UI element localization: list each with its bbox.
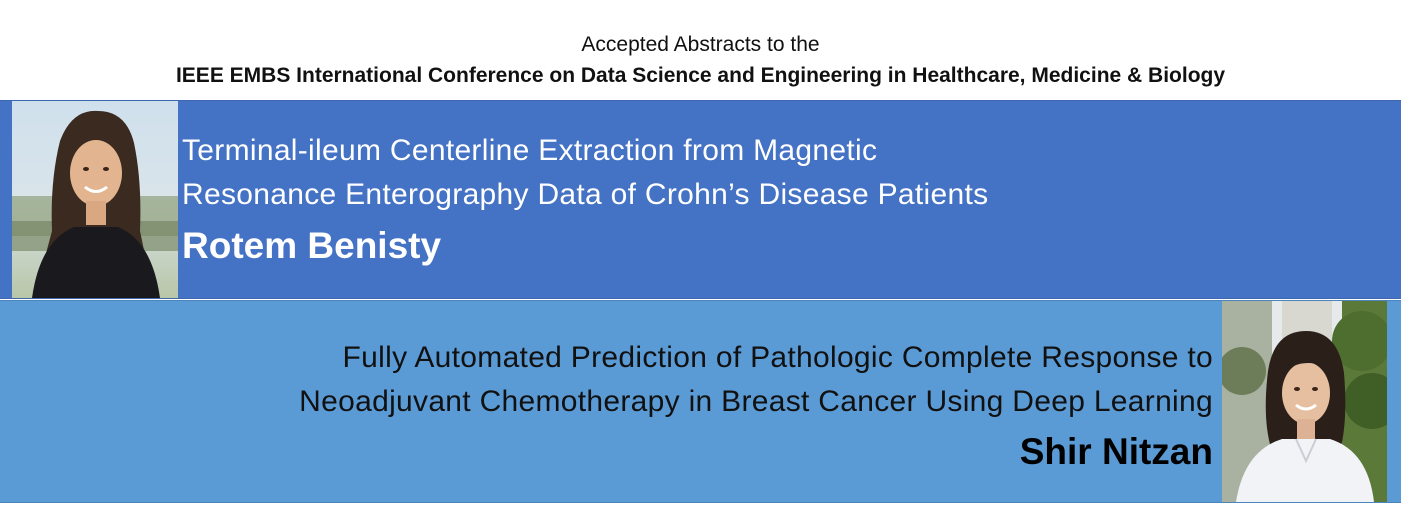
portrait-icon bbox=[1222, 301, 1387, 502]
abstract-title-1 bbox=[182, 129, 1142, 217]
abstract-title-1-line-2: Resonance Enterography Data of Crohn’s Disease Patients bbox=[182, 178, 989, 211]
portrait-icon bbox=[12, 101, 178, 298]
abstract-banner-1 bbox=[0, 100, 1401, 299]
header-subtitle: Accepted Abstracts to the bbox=[581, 33, 820, 56]
abstract-title-1-line-1: Terminal-ileum Centerline Extraction from Magnetic bbox=[182, 134, 878, 167]
author-photo-shir-nitzan bbox=[1222, 301, 1387, 502]
page-header bbox=[0, 0, 1401, 100]
author-photo-rotem-benisty bbox=[12, 101, 178, 298]
abstract-banner-2 bbox=[0, 300, 1401, 503]
abstract-title-2-line-2: Neoadjuvant Chemotherapy in Breast Cancer Using Deep Learning bbox=[299, 385, 1213, 418]
author-name-1: Rotem Benisty bbox=[182, 225, 442, 266]
conference-title: IEEE EMBS International Conference on Data Science and Engineering in Healthcare, Medicine & Biology bbox=[175, 64, 1226, 87]
abstract-title-2-line-1: Fully Automated Prediction of Pathologic Complete Response to bbox=[342, 341, 1213, 374]
author-name-2: Shir Nitzan bbox=[1019, 431, 1213, 472]
abstract-title-2 bbox=[213, 336, 1213, 424]
